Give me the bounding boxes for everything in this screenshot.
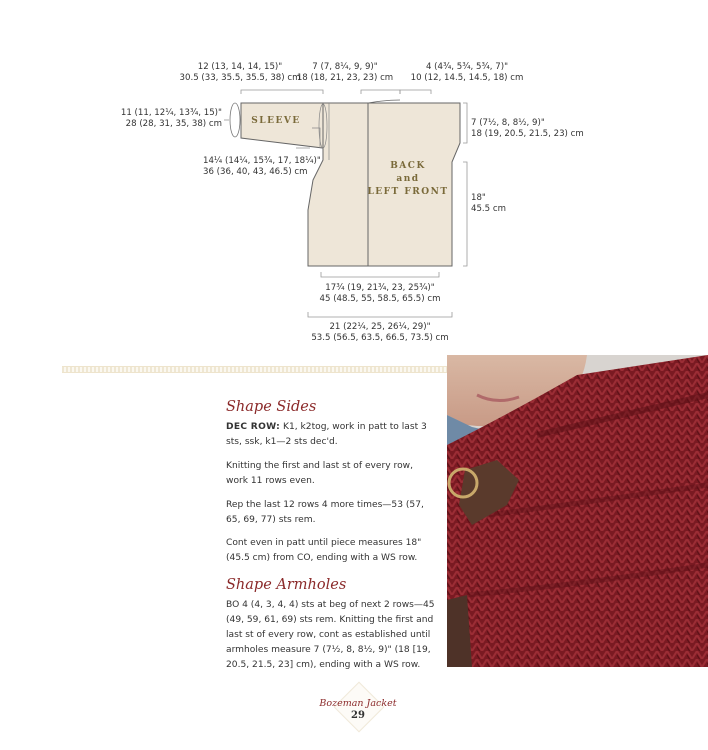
back-label-line3: LEFT FRONT xyxy=(367,187,449,197)
upper-arm-dim: 14¼ (14¼, 15¾, 17, 18¼)" 36 (36, 40, 43, 46.5) cm xyxy=(203,156,321,177)
shape-sides-p1: DEC ROW: K1, k2tog, work in patt to last 3 sts, ssk, k1—2 sts dec'd. xyxy=(226,422,427,447)
armhole-depth-dim: 7 (7½, 8, 8½, 9)" 18 (19, 20.5, 21.5, 23) cm xyxy=(471,118,584,139)
jacket-photo xyxy=(447,355,708,667)
shape-sides-p3: Rep the last 12 rows 4 more times—53 (57, 65, 69, 77) sts rem. xyxy=(226,500,424,525)
shoulder-width-dim: 4 (4¾, 5¾, 5¾, 7)" 10 (12, 14.5, 14.5, 18) cm xyxy=(410,62,524,83)
footer-title: Bozeman Jacket xyxy=(319,698,397,709)
shape-sides-heading: Shape Sides xyxy=(226,399,317,415)
cuff-ellipse xyxy=(230,103,240,137)
shape-sides-p4: Cont even in patt until piece measures 18" (45.5 cm) from CO, ending with a WS row. xyxy=(226,538,422,563)
back-label-line2: and xyxy=(396,174,420,184)
hem-width-dim: 21 (22¼, 25, 26¼, 29)" 53.5 (56.5, 63.5, 66.5, 73.5) cm xyxy=(311,322,449,343)
shape-armholes-p1: BO 4 (4, 3, 4, 4) sts at beg of next 2 rows—45 (49, 59, 61, 69) sts rem. Knitting the first and last st of every row, cont as established until armholes measure 7 (7½, 8, 8½, 9)" (18 [19, 20.5, 21.5, 23] cm), ending with a WS row. xyxy=(226,600,435,670)
back-label-line1: BACK xyxy=(390,161,426,171)
cuff-circumference-dim: 11 (11, 12¼, 13¾, 15)" 28 (28, 31, 35, 38) cm xyxy=(120,108,222,129)
body-length-dim: 18" 45.5 cm xyxy=(471,193,506,214)
page-number: 29 xyxy=(351,710,365,721)
shape-armholes-heading: Shape Armholes xyxy=(226,577,347,593)
neck-width-dim: 7 (7, 8¼, 9, 9)" 18 (18, 21, 23, 23) cm xyxy=(296,62,394,83)
shape-sides-p2: Knitting the first and last st of every row, work 11 rows even. xyxy=(226,461,413,486)
section-divider xyxy=(62,366,447,373)
dec-row-label: DEC ROW: xyxy=(226,422,281,432)
body-shape xyxy=(308,103,460,266)
chest-width-dim: 17¾ (19, 21¾, 23, 25¾)" 45 (48.5, 55, 58.5, 65.5) cm xyxy=(319,283,441,304)
sleeve-length-dim: 12 (13, 14, 14, 15)" 30.5 (33, 35.5, 35.5, 38) cm xyxy=(179,62,301,83)
sleeve-label: SLEEVE xyxy=(251,116,301,126)
photo-illustration xyxy=(447,355,708,667)
